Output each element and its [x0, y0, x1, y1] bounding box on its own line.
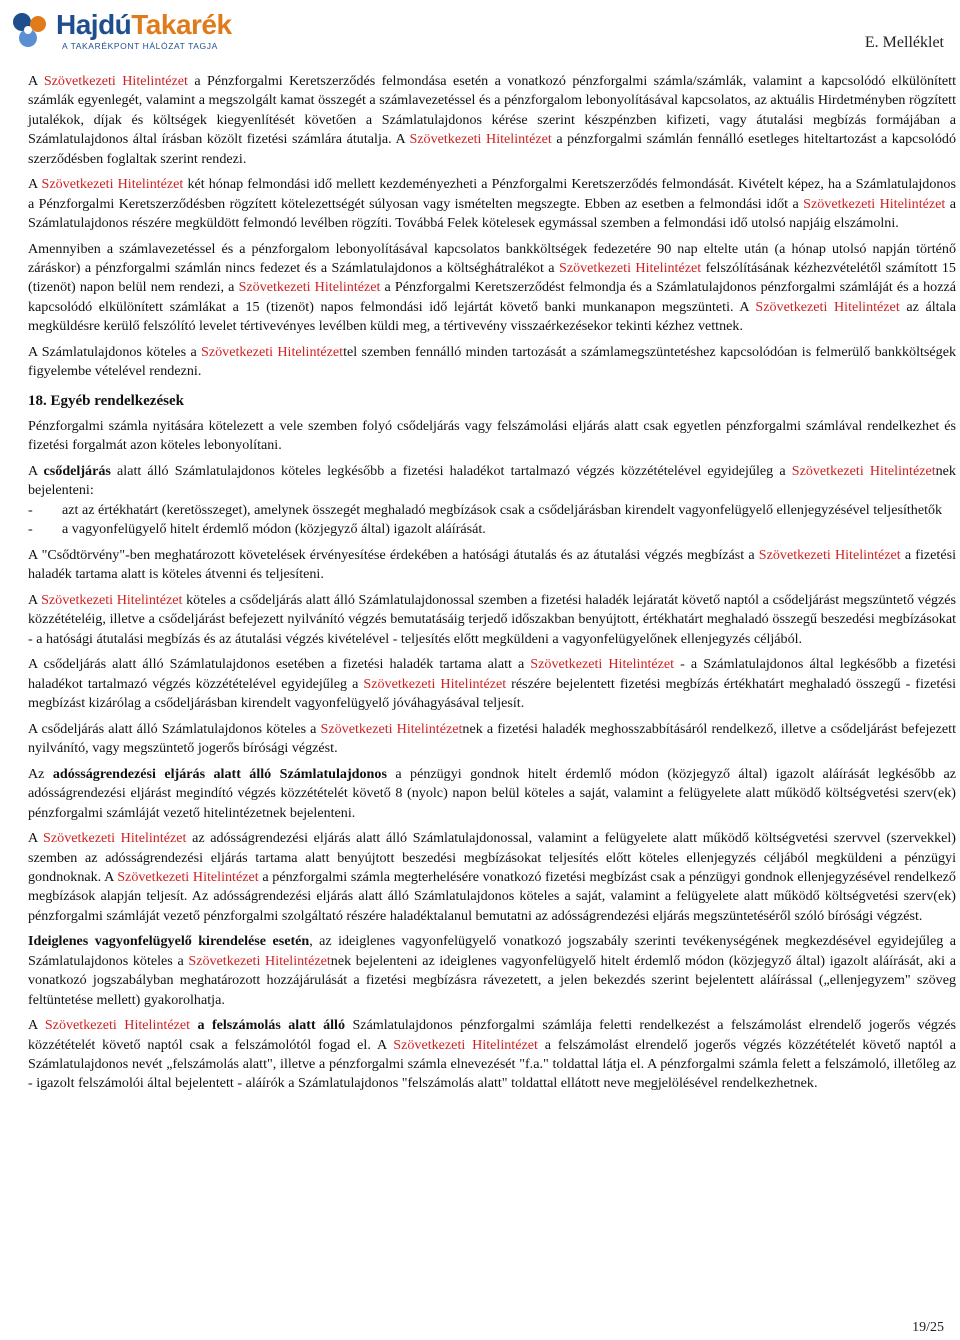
paragraph-7: A "Csődtörvény"-ben meghatározott követelések érvényesítése érdekében a hatósági átutalás és az átutalási végzés megbízást a Szövetkezeti Hitelintézet a fizetési haladék tartama alatt is köteles átvenni és teljesíteni.: [28, 546, 956, 583]
paragraph-4: A Számlatulajdonos köteles a Szövetkezeti Hitelintézettel szemben fennálló minden tartozását a számlamegszüntetéshez kapcsolódóan is felmerülő bankköltségek figyelembe vételével rendezni.: [28, 343, 956, 380]
paragraph-2: A Szövetkezeti Hitelintézet két hónap felmondási idő mellett kezdeményezheti a Pénzforgalmi Keretszerződés felmondását. Kivételt képez, ha a Számlatulajdonos a Pénzforgalmi Keretszerződésben rögzített kötelezettségét súlyosan vagy ismételten megszegte. Ebben az esetben a felmondási időt a Szövetkezeti Hitelintézet a Számlatulajdonos részére megküldött felmondó levélben rögzíti. Továbbá Felek kötelesek egymással szemben a felmondási idő utolsó napjáig elszámolni.: [28, 176, 956, 232]
appendix-label: E. Melléklet: [864, 34, 944, 51]
list-item: - azt az értékhatárt (keretösszeget), amelynek összegét meghaladó megbízások csak a csődeljárásban kirendelt vagyonfelügyelő ellenjegyzésével teljesíthetők: [28, 501, 943, 518]
paragraph-5: Pénzforgalmi számla nyitására kötelezett a vele szemben folyó csődeljárás vagy felszámolási eljárás alatt csak egyetlen pénzforgalmi számlával rendelkezhet és fizetési forgalmát azon köteles lebonyolítani.: [28, 418, 956, 454]
list-item: - a vagyonfelügyelő hitelt érdemlő módon (közjegyző által) igazolt aláírását.: [28, 521, 486, 538]
paragraph-13: Ideiglenes vagyonfelügyelő kirendelése esetén, az ideiglenes vagyonfelügyelő vonatkozó jogszabály szerinti tevékenységének megkezdésével egyidejűleg a Számlatulajdonos köteles a Szövetkezeti Hitelintézetnek bejelenteni az ideiglenes vagyonfelügyelő hitelt érdemlő módon (közjegyző által) igazolt aláírását, aki a vonatkozó jogszabályban meghatározott hozzájárulását a fizetési megbízásra rávezetett, a jelen bekezdés szerint bejelentett aláírással („ellenjegyzem" szöveg feltüntetése mellett) gyakorolhatja.: [28, 933, 956, 1008]
logo-mark-icon: [8, 10, 52, 50]
page-number: 19/25: [912, 1320, 944, 1335]
logo-wordmark: HajdúTakarék: [56, 9, 232, 40]
paragraph-9: A csődeljárás alatt álló Számlatulajdonos esetében a fizetési haladék tartama alatt a Szövetkezeti Hitelintézet - a Számlatulajdonos által legkésőbb a fizetési haladékot tartalmazó végzés közzétételével egyidejűleg a Szövetkezeti Hitelintézet részére bejelentett fizetési megbízás értékhatárt meghaladó összegű - fizetési megbízást kizárólag a csődeljárásban kirendelt vagyonfelügyelő jóváhagyásával teljesít.: [28, 656, 956, 712]
logo-tagline: A TAKARÉKPONT HÁLÓZAT TAGJA: [62, 41, 218, 51]
paragraph-3: Amennyiben a számlavezetéssel és a pénzforgalom lebonyolításával kapcsolatos bankköltségek fedezetére 90 nap eltelte után (a hónap utolsó napján történő záráskor) a pénzforgalmi számlán nincs fedezet és a Számlatulajdonos a költséghátralékot a Szövetkezeti Hitelintézet felszólításának kézhezvételétől számított 15 (tizenöt) napon belül nem rendezi, a Szövetkezeti Hitelintézet a Pénzforgalmi Keretszerződést felmondja és a Számlatulajdonos pénzforgalmi számláját és a hozzá kapcsolódó elkülönített számlákat a 15 (tizenöt) napos felmondási idő lejártát követő banki munkanapon megszünteti. A Szövetkezeti Hitelintézet az általa megküldésre kerülő felszólító levelet tértivevényes levélben küldi meg, a tértivevény visszaérkezésekor tekinti kézhez vettnek.: [28, 240, 956, 335]
paragraph-12: A Szövetkezeti Hitelintézet az adósságrendezési eljárás alatt álló Számlatulajdonossal, valamint a felügyelete alatt működő költségvetési szervvel (szervekkel) szemben az adósságrendezési eljárás tartama alatt benyújtott beszedési megbízásokat teljesítés előtt köteles ellenjegyzés céljából megküldeni a pénzügyi gondnoknak. A Szövetkezeti Hitelintézet a pénzforgalmi számla megterhelésére vonatkozó fizetési megbízást csak a pénzügyi gondnok ellenjegyzésével rendelkező megbízások alapján teljesít. Az adósságrendezési eljárás alatt álló Számlatulajdonos köteles a saját, valamint a felügyelete alatt működő költségvetési szerv(ek) pénzforgalmi számláját vezető pénzforgalmi szolgáltató részére haladéktalanul bemutatni az adósságrendezési eljárás megszüntetéséről szóló bírósági végzést.: [28, 830, 956, 924]
paragraph-14: A Szövetkezeti Hitelintézet a felszámolás alatt álló Számlatulajdonos pénzforgalmi számlája feletti rendelkezést a felszámolást elrendelő jogerős végzés közzétételét követő naptól csak a felszámolótól fogad el. A Szövetkezeti Hitelintézet a felszámolást elrendelő jogerős végzés közzétételét követő naptól a Számlatulajdonos nevét „felszámolás alatt", illetve a pénzforgalmi számla elnevezését "f.a." toldattal látja el. A pénzforgalmi számla felett a felszámoló, illetőleg az - igazolt felszámolói által bejelentett - aláírók a Számlatulajdonos "felszámolás alatt" toldattal ellátott neve megjelölésével rendelkezhetnek.: [28, 1017, 956, 1092]
paragraph-6: A csődeljárás alatt álló Számlatulajdonos köteles legkésőbb a fizetési haladékot tartalmazó végzés közzétételével egyidejűleg a Szövetkezeti Hitelintézetnek bejelenteni:: [28, 463, 956, 499]
paragraph-1: A Szövetkezeti Hitelintézet a Pénzforgalmi Keretszerződés felmondása esetén a vonatkozó pénzforgalmi számla/számlák, valamint a kapcsolódó elkülönített számlák egyenlegét, valamint a megszolgált kamat összegét a számlavezetéssel és a pénzforgalom lebonyolításával kapcsolatos, az aktuális Hirdetményben rögzített jutalékok, díjak és költségek kiegyenlítését követően a Számlatulajdonos kérése szerint készpénzben kifizeti, vagy átutalási megbízás formájában a Számlatulajdonos által írásban közölt fizetési számlára átutalja. A Szövetkezeti Hitelintézet a pénzforgalmi számlán fennálló esetleges hiteltartozást a kapcsolódó szerződésben foglaltak szerint rendezi.: [28, 73, 957, 167]
paragraph-10: A csődeljárás alatt álló Számlatulajdonos köteles a Szövetkezeti Hitelintézetnek a fizetési haladék meghosszabbításáról rendelkező, illetve a csődeljárást befejezett nyilvánító, vagy megszüntető jogerős bírósági végzést.: [28, 720, 956, 757]
document-body: [28, 72, 956, 1100]
company-logo: [8, 8, 248, 54]
paragraph-11: Az adósságrendezési eljárás alatt álló Számlatulajdonos a pénzügyi gondnok hitelt érdemlő módon (közjegyző által) igazolt aláírását legkésőbb az adósságrendezési eljárást megindító végzés közzétételét követő 8 (nyolc) napon belül köteles a saját, valamint a felügyelete alatt működő költségvetési szerv(ek) pénzforgalmi számláját vezető hitelintézetnek bejelenteni.: [28, 765, 956, 821]
page-header: [0, 0, 960, 66]
paragraph-8: A Szövetkezeti Hitelintézet köteles a csődeljárás alatt álló Számlatulajdonossal szemben a fizetési haladék lejáratát követő naptól a csődeljárást megszüntető végzés közzétételéig, illetve a csődeljárást befejezett nyilvánító végzés bemutatásáig terjedő időszakban benyújtott, értékhatárt meghaladó összegű beszedési megbízásokat - a hatósági átutalási megbízás és az átutalási végzés kivételével - teljesítés előtt megküldeni a vagyonfelügyelőnek ellenjegyzés céljából.: [28, 591, 956, 647]
section-heading: 18. Egyéb rendelkezések: [28, 392, 184, 409]
